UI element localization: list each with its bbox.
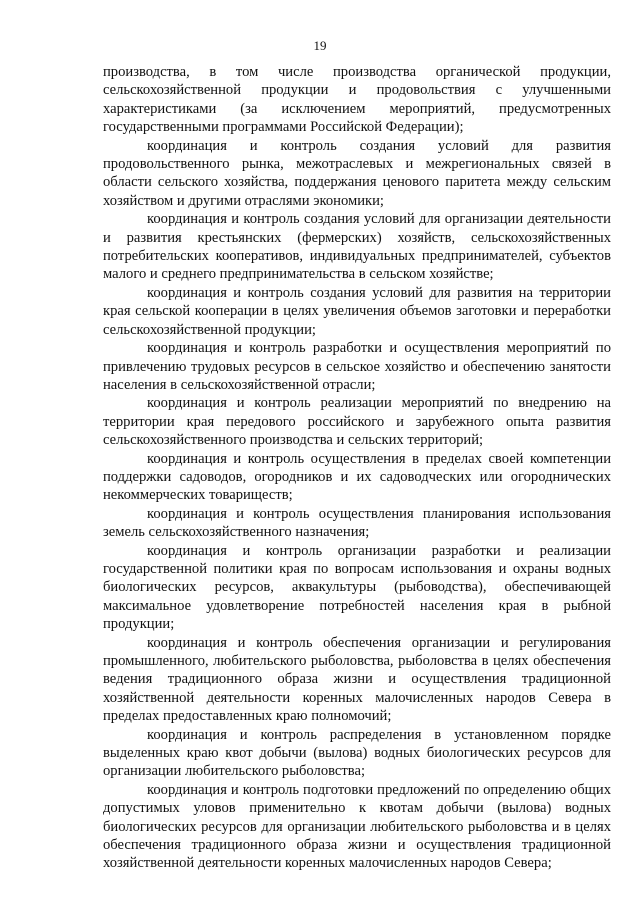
paragraph-labor-resources: координация и контроль разработки и осуществления мероприятий по привлечению трудовых ресурсов в сельское хозяйство и обеспечению занятости населения в сельскохозяйственной отрасли; <box>103 340 611 393</box>
paragraph-best-practices: координация и контроль реализации мероприятий по внедрению на территории края передового российского и зарубежного опыта развития сельскохозяйственного производства и сельских территорий; <box>103 395 611 449</box>
document-body <box>103 63 611 873</box>
paragraph-catch-proposals: координация и контроль подготовки предложений по определению общих допустимых уловов применительно к квотам добычи (вылова) водных биологических ресурсов для организации любительского рыболовства и в целях обеспечения традиционного образа жизни и осуществления традиционной хозяйственной деятельности коренных малочисленных народов Севера; <box>103 781 611 872</box>
paragraph-rural-cooperation: координация и контроль создания условий для развития на территории края сельской кооперации в целях увеличения объемов заготовки и переработки сельскохозяйственной продукции; <box>103 284 611 338</box>
paragraph-quota-distribution: координация и контроль распределения в установленном порядке выделенных краю квот добычи (вылова) водных биологических ресурсов для организации любительского рыболовства; <box>103 726 611 780</box>
paragraph-land-planning: координация и контроль осуществления планирования использования земель сельскохозяйственного назначения; <box>103 505 611 541</box>
paragraph-farm-development: координация и контроль создания условий для организации деятельности и развития крестьянских (фермерских) хозяйств, сельскохозяйственных потребительских кооперативов, индивидуальных предпринимателей, субъектов малого и среднего предпринимательства в сельском хозяйстве; <box>103 211 611 283</box>
paragraph-food-market: координация и контроль создания условий для развития продовольственного рынка, межотраслевых и межрегиональных связей в области сельского хозяйства, поддержания ценового паритета между сельским хозяйством и другими отраслями экономики; <box>103 137 611 209</box>
paragraph-fishing-regulation: координация и контроль обеспечения организации и регулирования промышленного, любительского рыболовства, рыболовства в целях обеспечения ведения традиционного образа жизни и осуществления традиционной хозяйственной деятельности коренных малочисленных народов Севера в пределах предоставленных краю полномочий; <box>103 634 611 725</box>
paragraph-continuation: производства, в том числе производства органической продукции, сельскохозяйственной продукции и продовольствия с улучшенными характеристиками (за исключением мероприятий, предусмотренных государственными программами Российской Федерации); <box>103 64 611 136</box>
paragraph-aquatic-resources-policy: координация и контроль организации разработки и реализации государственной политики края по вопросам использования и охраны водных биологических ресурсов, аквакультуры (рыбоводства), обеспечивающей максимальное удовлетворение потребностей населения края в рыбной продукции; <box>103 542 611 633</box>
page-number: 19 <box>313 38 327 53</box>
paragraph-gardeners-support: координация и контроль осуществления в пределах своей компетенции поддержки садоводов, огородников и их садоводческих или огороднических некоммерческих товариществ; <box>103 450 611 504</box>
